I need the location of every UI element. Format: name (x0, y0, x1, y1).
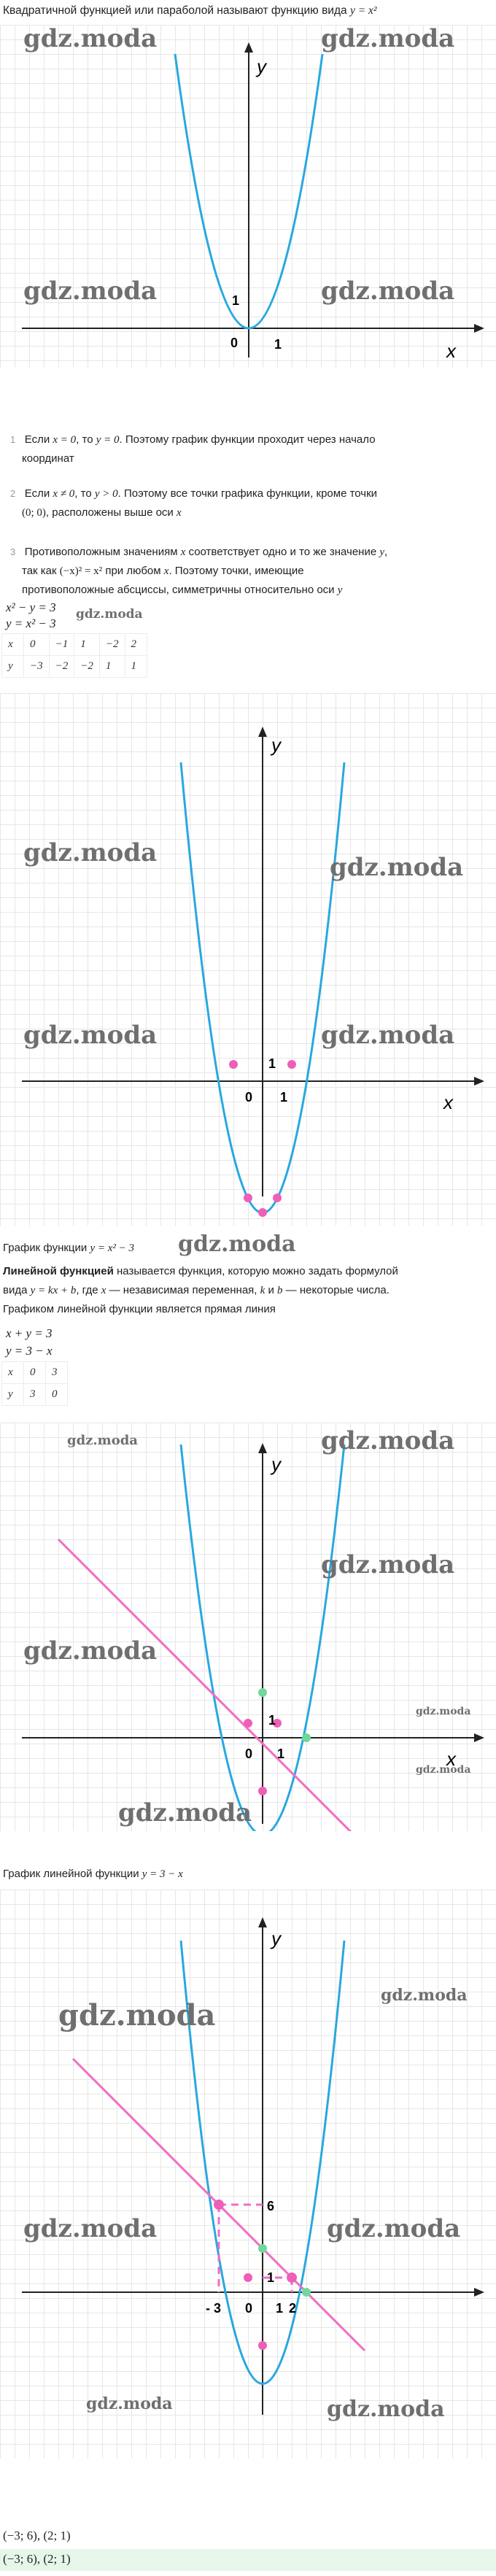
x-axis-label: x (446, 340, 456, 362)
point (244, 1719, 252, 1728)
watermark: gdz.moda (416, 1706, 471, 1717)
intro-formula: y = x² (349, 4, 377, 17)
tick-x-label: 1 (274, 337, 282, 352)
y-axis-arrow (258, 727, 267, 737)
watermark: gdz.moda (321, 1550, 455, 1579)
table-row: x 0 −1 1 −2 2 (2, 634, 147, 656)
tick-y-label: 1 (232, 293, 240, 308)
point (258, 1787, 267, 1795)
watermark: gdz.moda (330, 853, 464, 882)
equation-system-1 (6, 600, 56, 632)
equation-line: y = x² − 3 (6, 616, 56, 630)
watermark: gdz.moda (321, 1426, 455, 1455)
origin-label: 0 (230, 336, 239, 350)
watermark: gdz.moda (321, 1021, 455, 1050)
x-axis-label: x (443, 1091, 453, 1113)
x-axis-arrow (474, 2288, 484, 2297)
point (258, 2244, 267, 2253)
x-axis-arrow (474, 324, 484, 333)
table-row: y 3 0 (2, 1384, 68, 1406)
graph-parabola-and-line (0, 1423, 496, 1831)
point (258, 1688, 267, 1697)
property-2: 2 Если x ≠ 0, то y > 0. Поэтому все точки графика функции, кроме точки (0; 0), расположены выше оси x (10, 487, 378, 519)
list-number: 1 (10, 434, 16, 445)
tick-2-label: 2 (289, 2301, 297, 2316)
x-axis-label: x (446, 1748, 456, 1770)
point (302, 2288, 311, 2297)
watermark: gdz.moda (178, 1231, 296, 1257)
tick-x-label: 1 (280, 1090, 288, 1105)
watermark: gdz.moda (416, 1764, 471, 1776)
watermark: gdz.moda (321, 25, 455, 53)
graph-parabola (0, 25, 496, 368)
answer-line: (−3; 6), (2; 1) (3, 2529, 71, 2542)
y-axis-arrow (244, 42, 253, 53)
caption-3: График линейной функции y = 3 − x (3, 1868, 183, 1880)
graph-parabola-shifted-svg (0, 693, 496, 1226)
point (302, 1733, 311, 1742)
tick-neg3-label: - 3 (206, 2301, 222, 2316)
point (244, 1194, 252, 1202)
y-axis-arrow (258, 1917, 267, 1927)
equation-line: x² − y = 3 (6, 600, 56, 614)
y-axis-label: y (271, 1927, 281, 1949)
watermark: gdz.moda (86, 2394, 173, 2413)
watermark: gdz.moda (327, 2397, 445, 2422)
tick-y-label: 1 (267, 2270, 275, 2285)
property-3: 3 Противоположным значениям x соответствует одно и то же значение y, так как (−x)² = x² при любом x. Поэтому точки, имеющие противоположные абсциссы, симметричны относительно оси y (10, 546, 388, 596)
equation-line: y = 3 − x (6, 1344, 53, 1358)
watermark: gdz.moda (23, 838, 158, 867)
point (229, 1060, 238, 1069)
y-axis-arrow (258, 1443, 267, 1453)
point (287, 1060, 296, 1069)
x-axis-arrow (474, 1733, 484, 1742)
watermark: gdz.moda (23, 1021, 158, 1050)
point (258, 1208, 267, 1217)
watermark: gdz.moda (23, 2214, 158, 2243)
table-row: y −3 −2 −2 1 1 (2, 656, 147, 678)
x-axis-arrow (474, 1077, 484, 1086)
watermark: gdz.moda (23, 25, 158, 53)
graph-intersection (0, 1890, 496, 2459)
tick-x-label: 1 (277, 1747, 285, 1761)
graph-parabola-shifted (0, 693, 496, 1226)
equation-line: x + y = 3 (6, 1326, 53, 1340)
graph-parabola-and-line-svg (0, 1423, 496, 1831)
watermark: gdz.moda (321, 276, 455, 306)
origin-label: 0 (245, 2301, 253, 2316)
intersection-point (287, 2273, 297, 2283)
intro-label: Квадратичной функцией или параболой называют функцию вида (3, 4, 350, 17)
list-number: 3 (10, 546, 16, 557)
y-axis-label: y (271, 734, 281, 756)
watermark: gdz.moda (58, 1998, 216, 2032)
y-axis-label: y (257, 55, 266, 77)
y-axis-label: y (271, 1453, 281, 1475)
intersection-point (214, 2200, 224, 2210)
values-table-1 (1, 633, 147, 678)
origin-label: 0 (245, 1747, 253, 1761)
watermark: gdz.moda (327, 2214, 461, 2243)
tick-y-label: 1 (268, 1056, 276, 1071)
answer-highlight (0, 2549, 496, 2571)
graph-parabola-svg (0, 25, 496, 368)
linear-definition: Линейной функцией называется функция, которую можно задать формулой вида y = kx + b, где x — независимая переменная, k и b — некоторые числа. Графиком линейной функции является прямая линия (3, 1265, 398, 1315)
origin-label: 0 (245, 1090, 253, 1105)
watermark: gdz.moda (76, 607, 143, 622)
watermark: gdz.moda (23, 1636, 158, 1666)
watermark: gdz.moda (118, 1798, 252, 1827)
tick-6-label: 6 (267, 2199, 275, 2213)
list-number: 2 (10, 488, 16, 499)
intro-text (3, 1, 496, 20)
tick-y-label: 1 (268, 1713, 276, 1728)
graph-intersection-svg (0, 1890, 496, 2459)
watermark: gdz.moda (23, 276, 158, 306)
point (244, 2273, 252, 2282)
equation-system-2 (6, 1325, 53, 1360)
point (258, 2341, 267, 2350)
watermark: gdz.moda (381, 1986, 468, 2005)
table-row: x 0 3 (2, 1362, 68, 1384)
caption-2: График функции y = x² − 3 (3, 1242, 135, 1254)
point (273, 1194, 282, 1202)
tick-x-label: 1 (276, 2301, 284, 2316)
values-table-2 (1, 1361, 68, 1406)
answer-text: (−3; 6), (2; 1) (3, 2552, 71, 2566)
property-1: 1 Если x = 0, то y = 0. Поэтому график функции проходит через начало координат (10, 433, 376, 465)
watermark: gdz.moda (67, 1433, 138, 1448)
